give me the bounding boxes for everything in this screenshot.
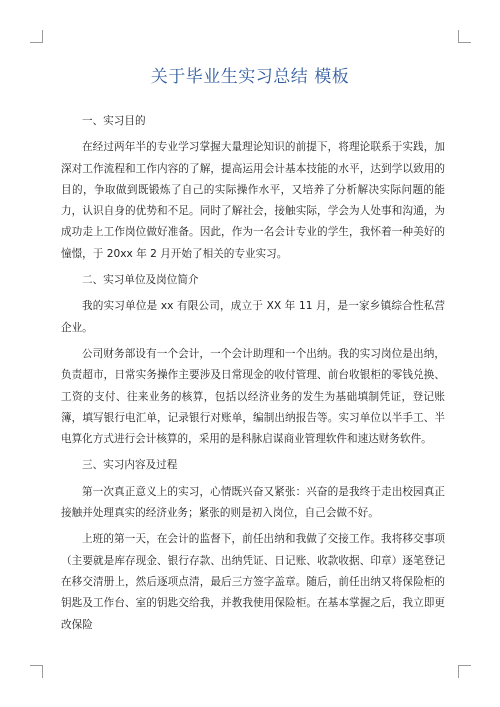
document-title: 关于毕业生实习总结 模板: [150, 67, 350, 87]
paragraph-process-second: 上班的第一天，在会计的监督下，前任出纳和我做了交接工作。我将移交事项（主要就是库存现金、银行存款、出纳凭证、日记账、收款收据、印章）逐笔登记在移交清册上，然后逐项点清，最后三方签字盖章。随后，前任出纳又将保险柜的钥匙及工作台、室的钥匙交给我，并教我使用保险柜。在基本掌握之后，我立即更改保险: [61, 533, 445, 631]
section-heading-process: 三、实习内容及过程: [82, 459, 178, 472]
crop-mark-top-right: [458, 30, 471, 43]
paragraph-process-first: 第一次真正意义上的实习，心情既兴奋又紧张：兴奋的是我终于走出校园真正接触并处理真实的经济业务；紧张的则是初入岗位，自己会做不好。: [61, 485, 445, 520]
section-heading-purpose: 一、实习目的: [82, 115, 146, 127]
section-heading-unit: 二、实习单位及岗位简介: [82, 274, 199, 287]
crop-mark-bottom-right: [458, 665, 471, 678]
paragraph-unit-detail: 公司财务部设有一个会计，一个会计助理和一个出纳。我的实习岗位是出纳，负责超市，日常实务操作主要涉及日常现金的收付管理、前台收银柜的零钱兑换、工资的支付、往来业务的核算，包括以经济业务的发生为基础填制凭证，登记账簿，填写银行电汇单，记录银行对账单，编制出纳报告等。实习单位以半手工、半电算化方式进行会计核算的，采用的是科脉启谋商业管理软件和速达财务软件。: [61, 347, 445, 446]
crop-mark-top-left: [30, 30, 43, 43]
paragraph-unit-intro: 我的实习单位是 xx 有限公司，成立于 XX 年 11 月，是一家乡镇综合性私营企业。: [61, 300, 445, 334]
crop-mark-bottom-left: [30, 665, 43, 678]
document-body: [61, 111, 445, 636]
paragraph-purpose: 在经过两年半的专业学习掌握大量理论知识的前提下，将理论联系于实践，加深对工作流程和工作内容的了解，提高运用会计基本技能的水平，达到学以致用的目的，争取做到既锻炼了自己的实际操作水平，又培养了分析解决实际问题的能力，认识自身的优势和不足。同时了解社会，接触实际，学会为人处事和沟通，为成功走上工作岗位做好准备。因此，作为一名会计专业的学生，我怀着一种美好的憧憬，于 20xx 年 2 月开始了相关的专业实习。: [61, 141, 445, 260]
